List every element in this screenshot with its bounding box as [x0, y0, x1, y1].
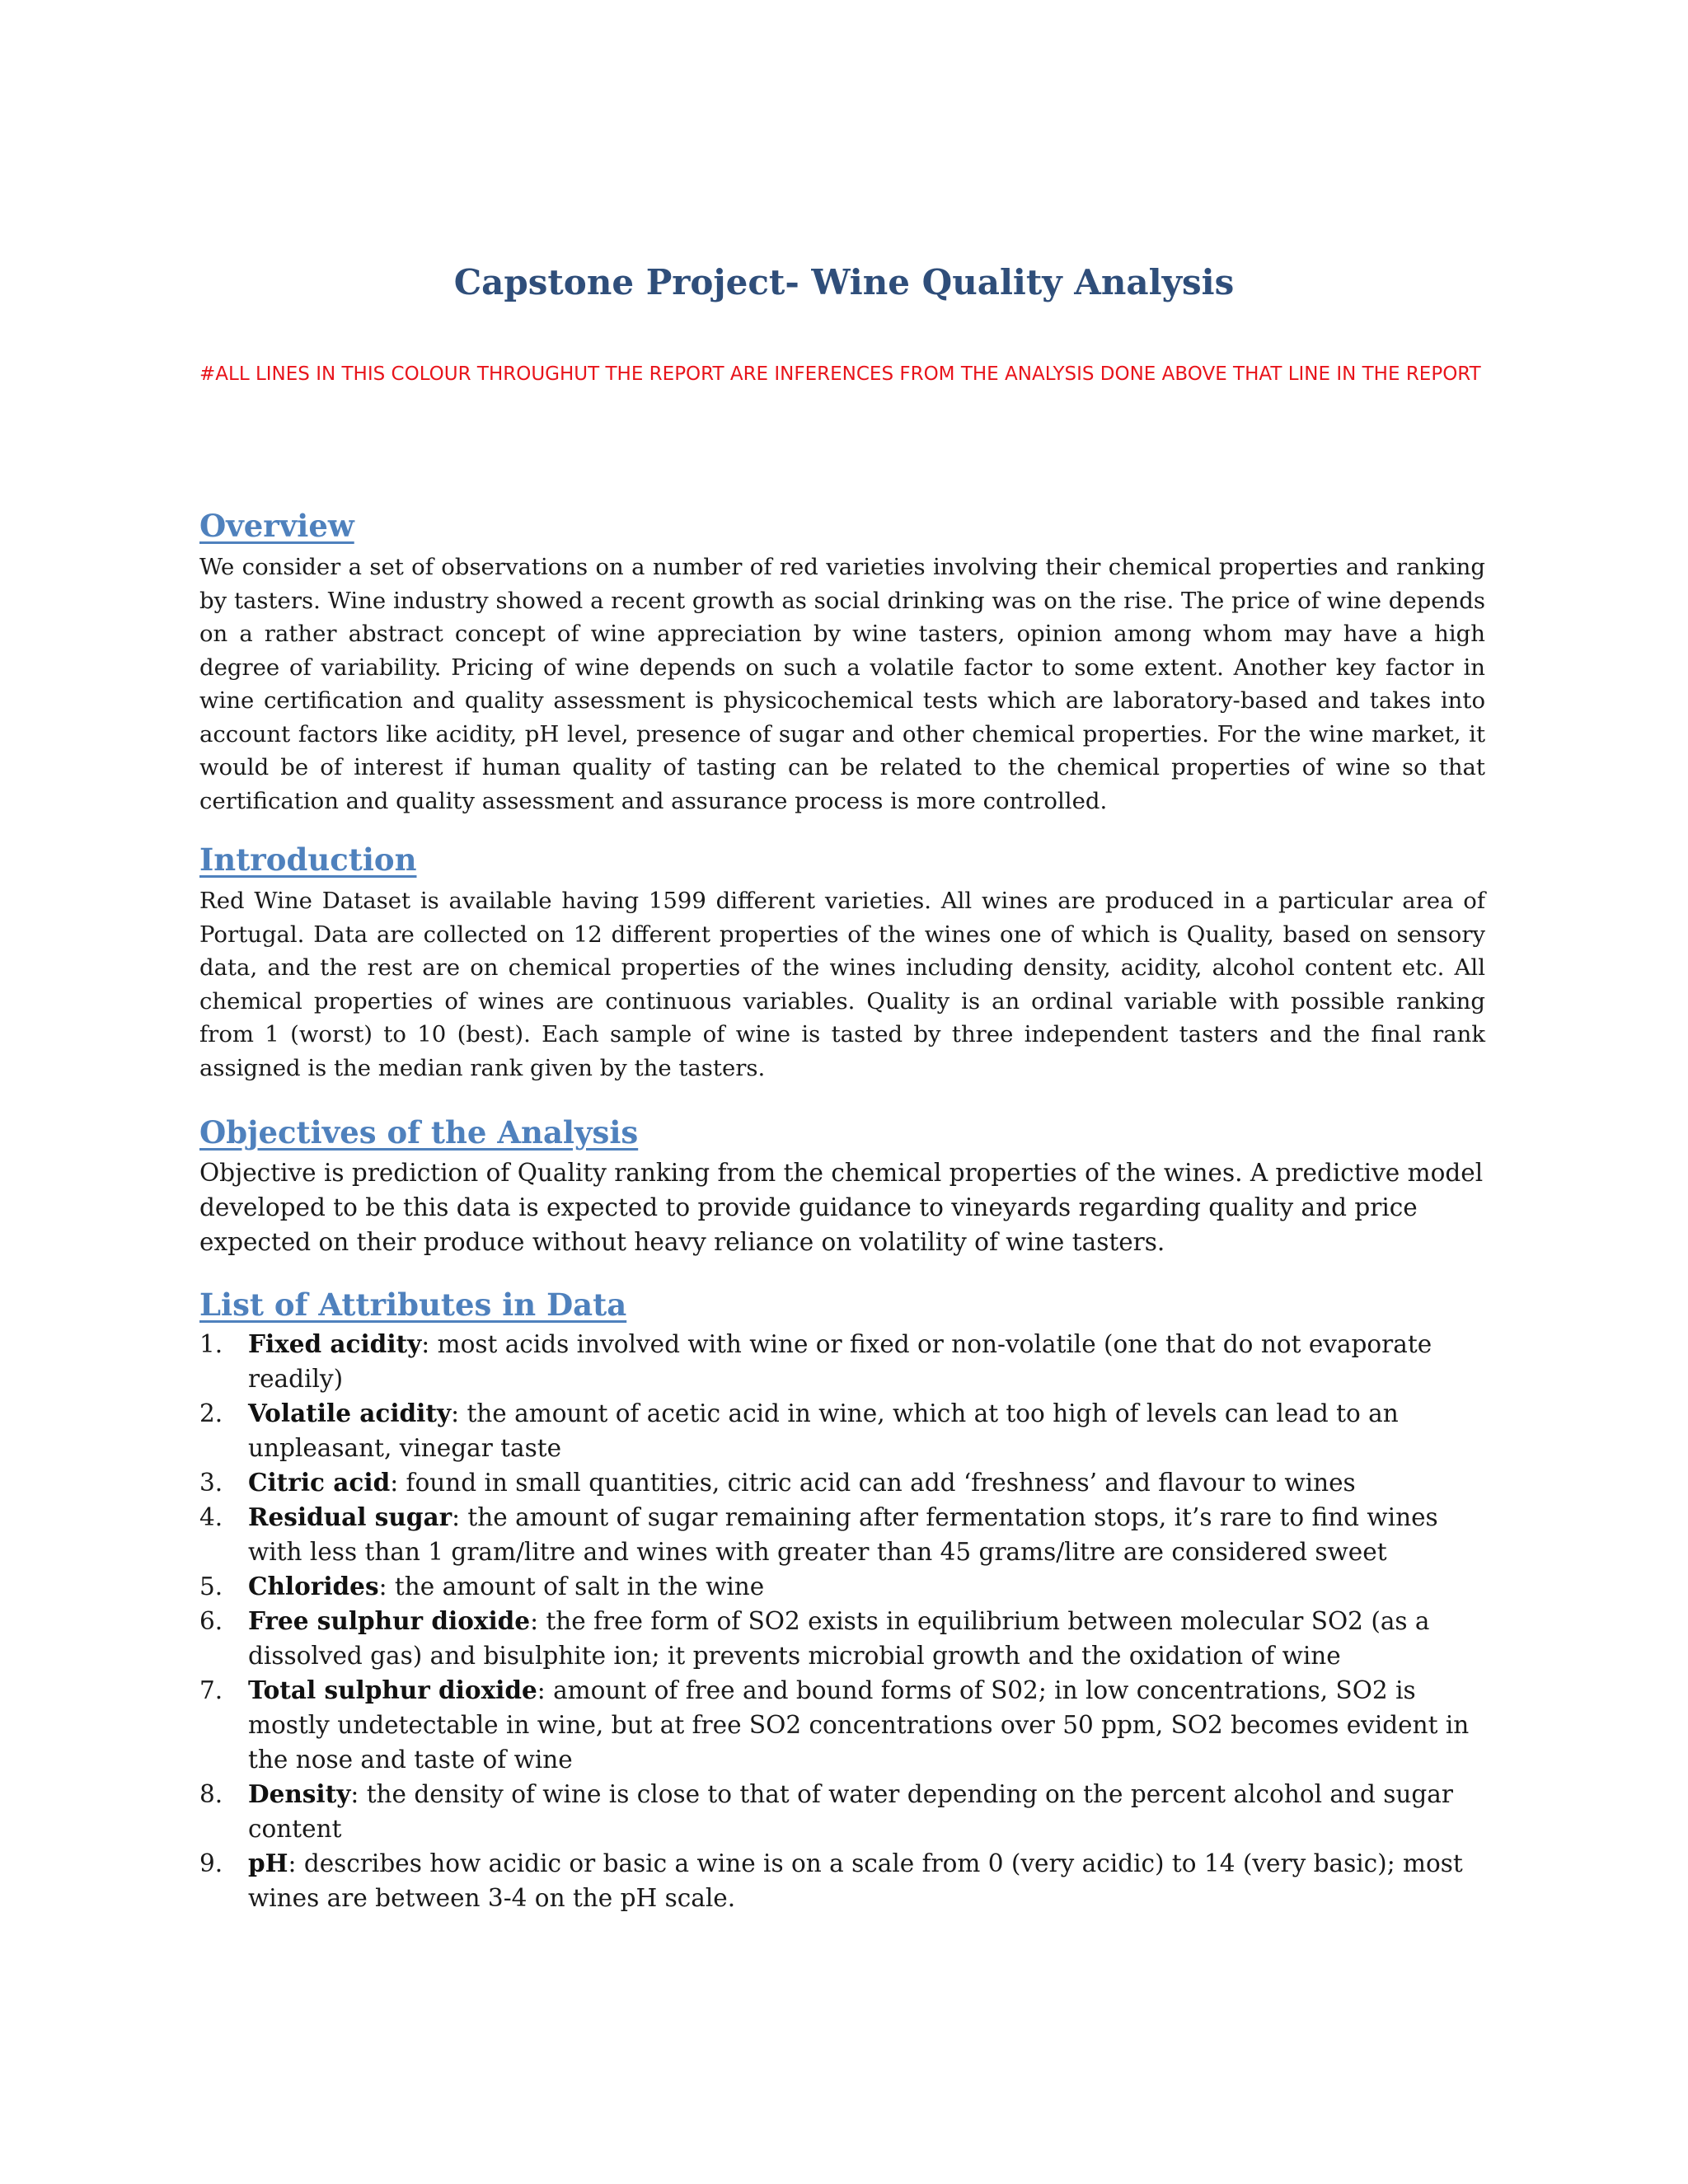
introduction-paragraph: Red Wine Dataset is available having 1599 different varieties. All wines are produced in a particular area of Portugal. Data are collected on 12 different properties of the wines one of which is Quality, based on sensory data, and the rest are on chemical properties of the wines including density, acidity, alcohol content etc. All chemical properties of wines are continuous variables. Quality is an ordinal variable with possible ranking from 1 (worst) to 10 (best). Each sample of wine is tasted by three independent tasters and the final rank assigned is the median rank given by the tasters.	[199, 888, 1485, 1081]
attribute-item	[199, 1327, 1485, 1396]
attribute-item	[199, 1604, 1485, 1673]
list-number: 7.	[199, 1676, 223, 1704]
list-number: 4.	[199, 1503, 223, 1531]
list-number: 2.	[199, 1399, 223, 1427]
attribute-term: Total sulphur dioxide	[248, 1675, 537, 1704]
overview-heading: Overview	[199, 508, 354, 544]
list-number: 3.	[199, 1469, 223, 1497]
list-number: 6.	[199, 1607, 223, 1635]
attribute-description: : the amount of sugar remaining after fermentation stops, it’s rare to find wines with less than 1 gram/litre and wines with greater than 45 grams/litre are considered sweet	[248, 1503, 1438, 1566]
attribute-description: : most acids involved with wine or fixed or non-volatile (one that do not evaporate readily)	[248, 1330, 1432, 1393]
objectives-heading: Objectives of the Analysis	[199, 1114, 639, 1151]
introduction-heading: Introduction	[199, 841, 417, 878]
list-number: 1.	[199, 1330, 223, 1358]
attribute-description: : the density of wine is close to that of water depending on the percent alcohol and sugar content	[248, 1780, 1453, 1843]
attribute-description: : describes how acidic or basic a wine is on a scale from 0 (very acidic) to 14 (very basic); most wines are between 3-4 on the pH scale.	[248, 1849, 1463, 1912]
attribute-term: Chlorides	[248, 1572, 379, 1601]
attribute-item	[199, 1396, 1485, 1465]
attribute-term: Citric acid	[248, 1468, 391, 1497]
attributes-heading: List of Attributes in Data	[199, 1286, 627, 1323]
attribute-description: : the amount of salt in the wine	[378, 1572, 765, 1601]
list-number: 5.	[199, 1572, 223, 1601]
attribute-term: Volatile acidity	[248, 1399, 452, 1427]
attribute-term: Fixed acidity	[248, 1329, 422, 1358]
attributes-list	[199, 1327, 1485, 1915]
attribute-description: : the free form of SO2 exists in equilibrium between molecular SO2 (as a dissolved gas) and bisulphite ion; it prevents microbial growth and the oxidation of wine	[248, 1607, 1430, 1670]
list-number: 8.	[199, 1780, 223, 1808]
attribute-item	[199, 1673, 1485, 1777]
attribute-term: Free sulphur dioxide	[248, 1606, 531, 1635]
attribute-description: : found in small quantities, citric acid can add ‘freshness’ and flavour to wines	[390, 1469, 1356, 1497]
list-number: 9.	[199, 1849, 223, 1877]
attribute-term: Residual sugar	[248, 1502, 452, 1531]
attribute-item	[199, 1777, 1485, 1846]
attribute-description: : amount of free and bound forms of S02; in low concentrations, SO2 is mostly undetectable in wine, but at free SO2 concentrations over 50 ppm, SO2 becomes evident in the nose and taste of wine	[248, 1676, 1470, 1774]
attribute-item	[199, 1465, 1485, 1500]
attribute-description: : the amount of acetic acid in wine, which at too high of levels can lead to an unpleasant, vinegar taste	[248, 1399, 1399, 1462]
inference-note: #ALL LINES IN THIS COLOUR THROUGHUT THE REPORT ARE INFERENCES FROM THE ANALYSIS DONE ABOVE THAT LINE IN THE REPORT	[199, 363, 1481, 385]
overview-paragraph: We consider a set of observations on a number of red varieties involving their chemical properties and ranking by tasters. Wine industry showed a recent growth as social drinking was on the rise. The price of wine depends on a rather abstract concept of wine appreciation by wine tasters, opinion among whom may have a high degree of variability. Pricing of wine depends on such a volatile factor to some extent. Another key factor in wine certification and quality assessment is physicochemical tests which are laboratory-based and takes into account factors like acidity, pH level, presence of sugar and other chemical properties. For the wine market, it would be of interest if human quality of tasting can be related to the chemical properties of wine so that certification and quality assessment and assurance process is more controlled.	[199, 554, 1485, 814]
attribute-item	[199, 1846, 1485, 1915]
document-title: Capstone Project- Wine Quality Analysis	[453, 262, 1235, 302]
attribute-term: pH	[248, 1849, 288, 1877]
objectives-paragraph: Objective is prediction of Quality ranking from the chemical properties of the wines. A predictive model developed to be this data is expected to provide guidance to vineyards regarding quality and price expected on their produce without heavy reliance on volatility of wine tasters.	[199, 1159, 1484, 1256]
attribute-item	[199, 1569, 1485, 1604]
attribute-term: Density	[248, 1779, 351, 1808]
attribute-item	[199, 1500, 1485, 1569]
